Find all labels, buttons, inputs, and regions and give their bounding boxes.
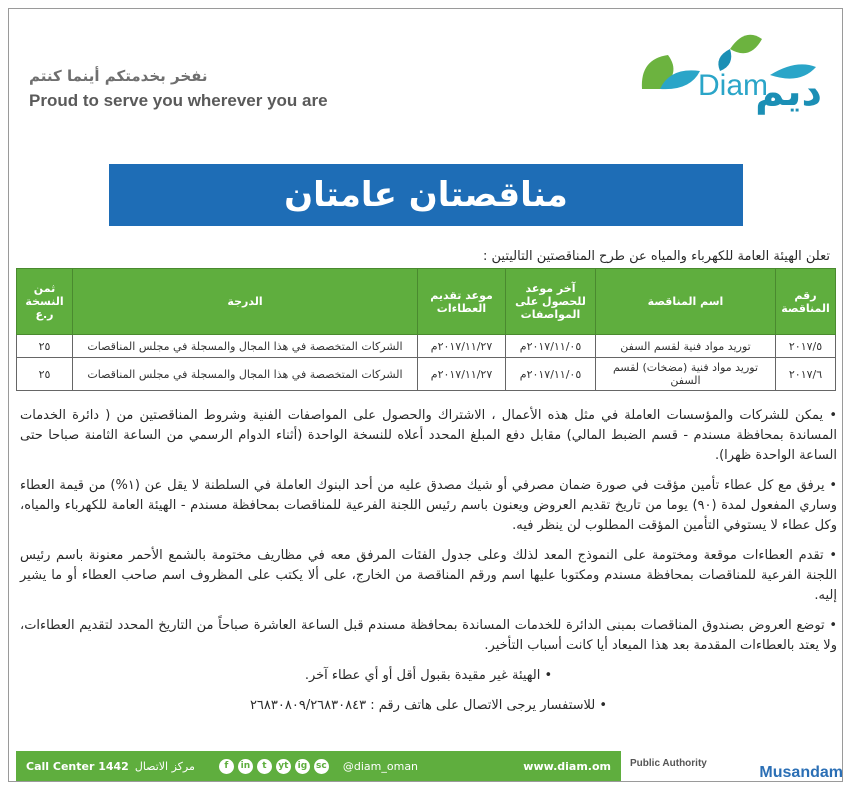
diam-logo bbox=[620, 19, 830, 139]
note-text: • الهيئة غير مقيدة بقبول أقل أو أي عطاء آخر. bbox=[304, 668, 553, 683]
website-link[interactable]: www.diam.om bbox=[523, 759, 611, 773]
condition-paragraph: • تقدم العطاءات موقعة ومختومة على النموذج المعد لذلك وعلى جدول الفئات المرفق معه في مظاريف مختومة بالشمع الأحمر معنونة باسم رئيس اللجنة الفرعية للمناقصات بمحافظة مسندم ومكتوبا عليها اسم ورقم المناقصة من الخارج، على ألا يكتب على المظروف اسم صاحب العطاء أو ما يشير إليه. bbox=[20, 548, 837, 603]
cell-spec-deadline: ٢٠١٧/١١/٠٥م bbox=[506, 358, 596, 391]
col-header-submission: موعد تقديم العطاءات bbox=[418, 269, 506, 335]
condition-paragraph: • يرفق مع كل عطاء تأمين مؤقت في صورة ضمان مصرفي أو شيك مصدق عليه من أحد البنوك العاملة في السلطنة لا يقل عن (١%) من قيمة العطاء وساري المفعول لمدة (٩٠) يوما من تاريخ تقديم العروض ويعنون باسم رئيس اللجنة الفرعية للمناقصات بمحافظة مسندم - الهيئة العامة للكهرباء والمياه، وكل عطاء لا يستوفي التأمين المؤقت المطلوب لن ينظر فيه. bbox=[20, 478, 838, 533]
tagline bbox=[29, 67, 359, 111]
contact-text: • للاستفسار يرجى الاتصال على هاتف رقم : ٢٦٨٣٠٨٠٩/٢٦٨٣٠٨٤٣ bbox=[249, 698, 608, 713]
social-icon[interactable]: yt bbox=[276, 759, 291, 774]
cell-grade: الشركات المتخصصة في هذا المجال والمسجلة في مجلس المناقصات bbox=[73, 335, 418, 358]
col-header-number: رقم المناقصة bbox=[776, 269, 836, 335]
tenders-table bbox=[16, 268, 836, 391]
cell-number: ٢٠١٧/٦ bbox=[776, 358, 836, 391]
condition-paragraph: • توضع العروض بصندوق المناقصات بمبنى الدائرة للخدمات المساندة بمحافظة مسندم قبل الساعة العاشرة صباحاً من التاريخ المحدد لتقديم العطاءات، ولا يعتد بالعطاءات المقدمة بعد هذا الميعاد أيا كانت أسباب التأخير. bbox=[20, 618, 837, 653]
authority-logo-text: Public Authority bbox=[630, 758, 707, 769]
cell-price: ٢٥ bbox=[17, 335, 73, 358]
title-banner bbox=[109, 164, 743, 226]
social-handle[interactable]: @diam_oman bbox=[342, 759, 419, 773]
call-center: Call Center 1442 bbox=[26, 759, 129, 773]
logo-wordmark-en: Diam bbox=[697, 69, 768, 102]
cell-submission: ٢٠١٧/١١/٢٧م bbox=[418, 358, 506, 391]
social-icons bbox=[219, 759, 329, 774]
cell-grade: الشركات المتخصصة في هذا المجال والمسجلة في مجلس المناقصات bbox=[73, 358, 418, 391]
cell-number: ٢٠١٧/٥ bbox=[776, 335, 836, 358]
cell-submission: ٢٠١٧/١١/٢٧م bbox=[418, 335, 506, 358]
col-header-name: اسم المناقصة bbox=[596, 269, 776, 335]
cell-name: توريد مواد فنية (مضخات) لقسم السفن bbox=[596, 358, 776, 391]
cell-spec-deadline: ٢٠١٧/١١/٠٥م bbox=[506, 335, 596, 358]
page-title: مناقصتان عامتان bbox=[284, 175, 568, 215]
conditions-text bbox=[20, 406, 837, 726]
social-icon[interactable]: t bbox=[257, 759, 272, 774]
col-header-spec-deadline: آخر موعد للحصول على المواصفات bbox=[506, 269, 596, 335]
table-header-row bbox=[17, 269, 836, 335]
intro-text: تعلن الهيئة العامة للكهرباء والمياه عن طرح المناقصتين التاليتين : bbox=[483, 249, 830, 264]
social-icon[interactable]: f bbox=[219, 759, 234, 774]
col-header-grade: الدرجة bbox=[73, 269, 418, 335]
cell-price: ٢٥ bbox=[17, 358, 73, 391]
footer-bar bbox=[16, 751, 621, 781]
social-icon[interactable]: sc bbox=[314, 759, 329, 774]
logo-wordmark-ar: ديم bbox=[755, 69, 822, 115]
col-header-price: ثمن النسخة ر.ع bbox=[17, 269, 73, 335]
table-row bbox=[17, 335, 836, 358]
condition-paragraph: • يمكن للشركات والمؤسسات العاملة في مثل هذه الأعمال ، الاشتراك والحصول على المواصفات الفنية وشروط المناقصتين من ( دائرة الخدمات المساندة بمحافظة مسندم - قسم الضبط المالي) مقابل دفع المبلغ المحدد أعلاه للنسخة الواحدة (أثناء الدوام الرسمي من الساعة الثامنة صباحا حتى الساعة الواحدة ظهرا). bbox=[20, 408, 837, 463]
call-center-ar: مركز الاتصال bbox=[134, 759, 195, 773]
cell-name: توريد مواد فنية لقسم السفن bbox=[596, 335, 776, 358]
tagline-arabic: نفخر بخدمتكم أينما كنتم bbox=[29, 67, 208, 85]
social-icon[interactable]: in bbox=[238, 759, 253, 774]
tagline-english: Proud to serve you wherever you are bbox=[29, 91, 328, 110]
table-row bbox=[17, 358, 836, 391]
watermark: Musandam bbox=[759, 764, 843, 781]
social-icon[interactable]: ig bbox=[295, 759, 310, 774]
